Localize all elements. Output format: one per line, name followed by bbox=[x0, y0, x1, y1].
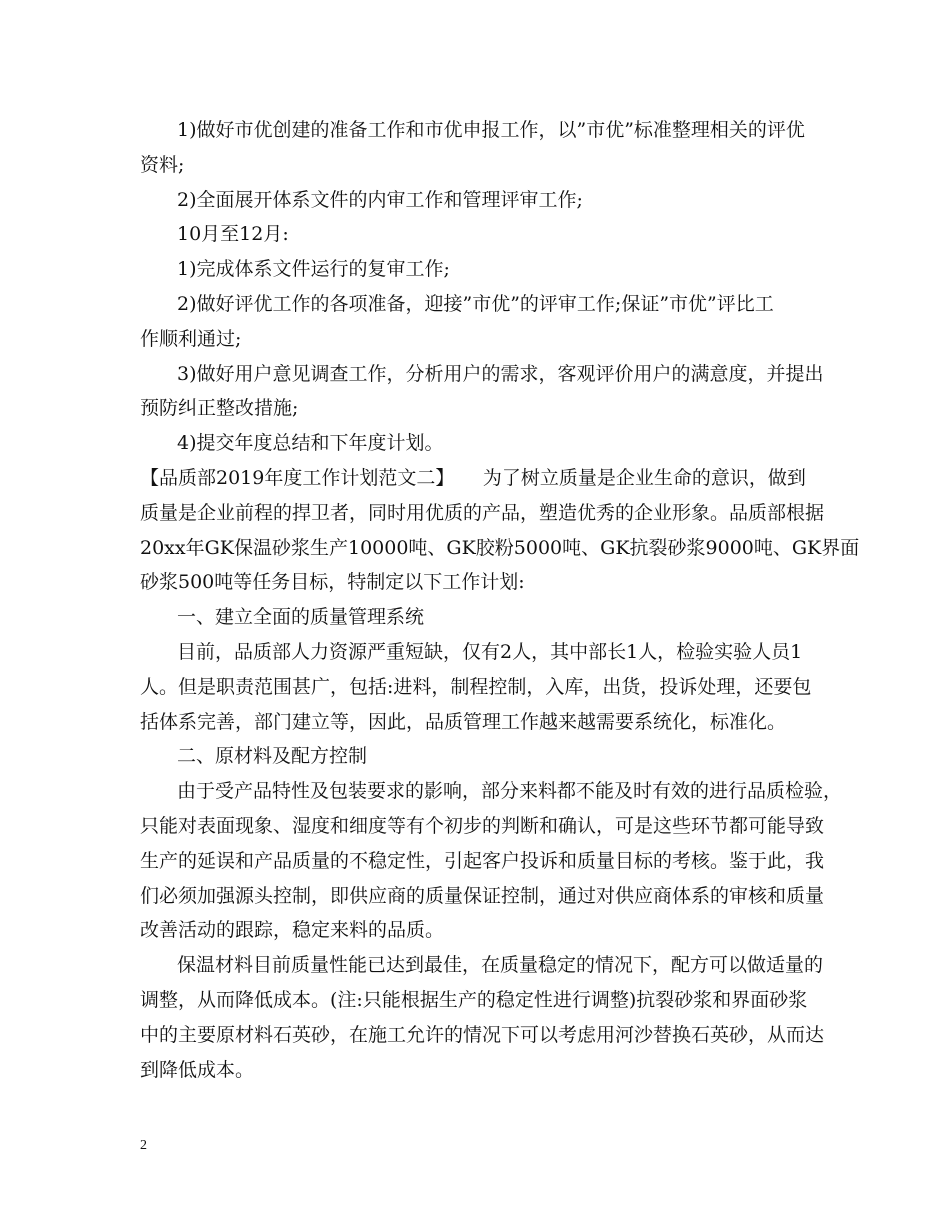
text-line: 1)做好市优创建的准备工作和市优申报工作，以”市优”标准整理相关的评优 bbox=[177, 119, 805, 141]
text-line: 3)做好用户意见调查工作，分析用户的需求，客观评价用户的满意度，并提出 bbox=[177, 362, 824, 385]
text-line: 目前，品质部人力资源严重短缺，仅有2人，其中部长1人，检验实验人员1 bbox=[177, 640, 803, 663]
text-line: 改善活动的跟踪，稳定来料的品质。 bbox=[140, 919, 445, 942]
text-line: 作顺利通过; bbox=[140, 327, 242, 350]
text-line: 生产的延误和产品质量的不稳定性，引起客户投诉和质量目标的考核。鉴于此，我 bbox=[140, 849, 825, 872]
text-line: 1)完成体系文件运行的复审工作; bbox=[177, 258, 450, 281]
text-line: 2)全面展开体系文件的内审工作和管理评审工作; bbox=[177, 188, 583, 211]
page-number: 2 bbox=[140, 1138, 147, 1153]
text-line: 20xx年GK保温砂浆生产10000吨、GK胶粉5000吨、GK抗裂砂浆9000吨、GK界面 bbox=[140, 536, 860, 559]
text-line: 由于受产品特性及包装要求的影响，部分来料都不能及时有效的进行品质检验， bbox=[177, 780, 843, 803]
subheading-line: 一、建立全面的质量管理系统 bbox=[177, 606, 425, 629]
text-line: 4)提交年度总结和下年度计划。 bbox=[177, 432, 444, 455]
text-line: 只能对表面现象、湿度和细度等有个初步的判断和确认，可是这些环节都可能导致 bbox=[140, 814, 825, 837]
text-line: 保温材料目前质量性能已达到最佳，在质量稳定的情况下，配方可以做适量的 bbox=[177, 954, 824, 977]
text-line: 括体系完善，部门建立等，因此，品质管理工作越来越需要系统化，标准化。 bbox=[140, 710, 787, 733]
text-line: 到降低成本。 bbox=[140, 1058, 255, 1081]
text-line: 10月至12月: bbox=[177, 223, 289, 246]
section-heading-line: 【品质部2019年度工作计划范文二】 为了树立质量是企业生命的意识，做到 bbox=[140, 466, 806, 489]
text-line: 调整，从而降低成本。(注:只能根据生产的稳定性进行调整)抗裂砂浆和界面砂浆 bbox=[140, 988, 808, 1011]
text-line: 2)做好评优工作的各项准备，迎接”市优”的评审工作;保证”市优”评比工 bbox=[177, 292, 774, 315]
document-body bbox=[140, 113, 860, 1087]
text-line: 质量是企业前程的捍卫者，同时用优质的产品，塑造优秀的企业形象。品质部根据 bbox=[140, 501, 825, 524]
text-line: 预防纠正整改措施; bbox=[140, 397, 299, 420]
text-line: 砂浆500吨等任务目标，特制定以下工作计划: bbox=[140, 571, 525, 594]
text-line: 们必须加强源头控制，即供应商的质量保证控制，通过对供应商体系的审核和质量 bbox=[140, 884, 825, 907]
text-line: 中的主要原材料石英砂，在施工允许的情况下可以考虑用河沙替换石英砂，从而达 bbox=[140, 1023, 825, 1046]
subheading-line: 二、原材料及配方控制 bbox=[177, 745, 368, 768]
text-line: 人。但是职责范围甚广，包括:进料，制程控制，入库，出货，投诉处理，还要包 bbox=[140, 675, 812, 698]
text-line: 资料; bbox=[140, 153, 185, 176]
